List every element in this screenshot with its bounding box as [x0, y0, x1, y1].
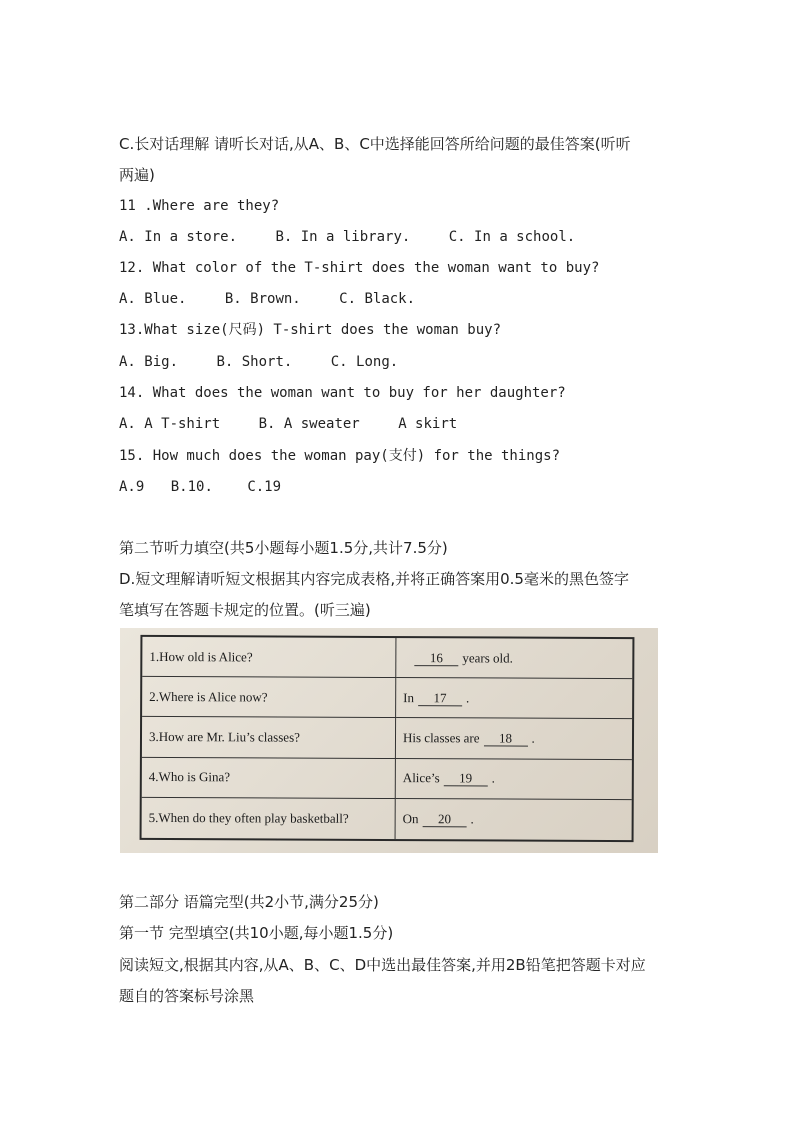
table-answer: On 20 . [402, 810, 474, 827]
options-12 [119, 289, 415, 309]
option: C. In a school. [448, 229, 576, 245]
part2-instruction-line2: 题自的答案标号涂黑 [119, 987, 255, 1005]
option: A skirt [398, 416, 458, 432]
section2-title: 第二节听力填空(共5小题每小题1.5分,共计7.5分) [119, 539, 448, 557]
part2-section-title: 第一节 完型填空(共10小题,每小题1.5分) [119, 924, 394, 942]
option: B. Short. [216, 354, 293, 370]
option: A. Blue. [119, 291, 187, 307]
table-answer: Alice’s 19 . [396, 759, 632, 800]
option: A. Big. [119, 354, 179, 370]
answer-blank: 18 [483, 730, 527, 746]
options-15 [119, 477, 281, 497]
section2-desc-line2: 笔填写在答题卡规定的位置。(听三遍) [119, 601, 371, 619]
part2-instruction-line1: 阅读短文,根据其内容,从A、B、C、D中选出最佳答案,并用2B铅笔把答题卡对应 [119, 956, 646, 974]
section-c-heading-line1: C.长对话理解 请听长对话,从A、B、C中选择能回答所给问题的最佳答案(听听 [119, 135, 631, 153]
options-13 [119, 352, 398, 372]
table-question: 2.Where is Alice now? [142, 677, 396, 718]
answer-blank: 17 [418, 690, 462, 706]
scanned-table-photo [120, 628, 658, 853]
part2-title: 第二部分 语篇完型(共2小节,满分25分) [119, 893, 379, 911]
table-question: 4.Who is Gina? [142, 758, 396, 799]
question-14: 14. What does the woman want to buy for her daughter? [119, 385, 566, 401]
table-question: 1.How old is Alice? [142, 637, 396, 678]
section2-desc-line1: D.短文理解请听短文根据其内容完成表格,并将正确答案用0.5毫米的黑色签字 [119, 570, 629, 588]
option: B. In a library. [275, 229, 411, 245]
table-answer: 16 years old. [396, 638, 632, 679]
table-question: 5.When do they often play basketball? [142, 798, 396, 839]
question-11: 11 .Where are they? [119, 198, 280, 214]
options-11 [119, 227, 575, 247]
option: C.19 [247, 479, 282, 495]
option: B. A sweater [258, 416, 360, 432]
table-answer: In 17 . [396, 678, 632, 719]
section-c-heading-line2: 两遍) [119, 166, 155, 184]
question-12: 12. What color of the T-shirt does the woman want to buy? [119, 260, 600, 276]
option: A. In a store. [119, 229, 238, 245]
option: B.10. [170, 479, 213, 495]
question-13: 13.What size(尺码) T-shirt does the woman buy? [119, 322, 502, 338]
table-question: 3.How are Mr. Liu’s classes? [142, 717, 396, 758]
answer-blank: 19 [444, 770, 488, 786]
fill-in-table [140, 635, 635, 842]
option: A. A T-shirt [119, 416, 221, 432]
option: A.9 [119, 479, 145, 495]
answer-blank: 16 [414, 650, 458, 666]
answer-blank: 20 [423, 811, 467, 827]
question-15: 15. How much does the woman pay(支付) for the things? [119, 448, 561, 464]
option: C. Long. [330, 354, 399, 370]
option: C. Black. [339, 291, 416, 307]
options-14 [119, 414, 457, 434]
table-answer: His classes are 18 . [396, 718, 632, 759]
option: B. Brown. [224, 291, 301, 307]
